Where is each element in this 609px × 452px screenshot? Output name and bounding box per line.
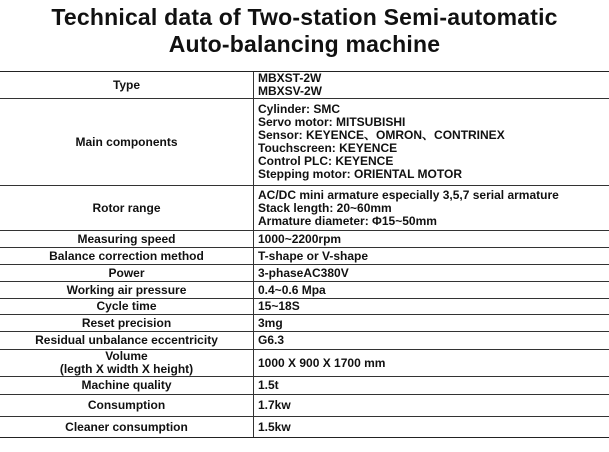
row-label — [0, 395, 254, 417]
table-row — [0, 265, 609, 282]
row-value — [254, 395, 609, 417]
row-label-line: Volume — [105, 349, 148, 363]
row-value-line: Stack length: 20~60mm — [258, 200, 392, 215]
table-row — [0, 417, 609, 438]
row-label — [0, 377, 254, 395]
row-label-line: Reset precision — [81, 315, 172, 330]
row-value-line: 3-phaseAC380V — [258, 265, 349, 280]
row-label — [0, 315, 254, 332]
row-value-line: 3mg — [258, 315, 283, 330]
row-value-line: Touchscreen: KEYENCE — [258, 141, 398, 155]
row-label-line: Residual unbalance eccentricity — [35, 333, 218, 347]
table-row — [0, 72, 609, 99]
row-value — [254, 99, 609, 186]
table-row — [0, 186, 609, 231]
row-value-line: 1.5kw — [258, 419, 291, 434]
row-label-line: Type — [112, 77, 141, 92]
row-label-line: Machine quality — [81, 378, 172, 392]
row-label-line: Cleaner consumption — [65, 419, 188, 434]
row-value-line: Servo motor: MITSUBISHI — [258, 115, 406, 129]
title-line-2: Auto-balancing machine — [168, 31, 441, 57]
row-value — [254, 315, 609, 332]
row-value — [254, 265, 609, 282]
row-value-line: 1000 X 900 X 1700 mm — [258, 355, 386, 370]
row-label-line: (legth X width X height) — [59, 362, 194, 376]
row-value-line: Sensor: KEYENCE、OMRON、CONTRINEX — [258, 128, 505, 142]
row-value — [254, 377, 609, 395]
row-value-line: Stepping motor: ORIENTAL MOTOR — [258, 167, 462, 181]
row-label-line: Balance correction method — [49, 248, 204, 263]
row-value — [254, 299, 609, 315]
row-value-line: T-shape or V-shape — [258, 248, 369, 263]
table-row — [0, 231, 609, 248]
row-label — [0, 350, 254, 377]
table-row — [0, 248, 609, 265]
row-label-line: Rotor range — [92, 200, 161, 215]
row-label — [0, 72, 254, 99]
row-value-line: MBXSV-2W — [258, 84, 323, 98]
row-label-line: Main components — [75, 134, 178, 149]
row-value — [254, 282, 609, 299]
table-row — [0, 99, 609, 186]
row-label — [0, 99, 254, 186]
row-label — [0, 417, 254, 438]
table-row — [0, 332, 609, 350]
page-title — [0, 4, 609, 58]
row-value — [254, 350, 609, 377]
row-label — [0, 282, 254, 299]
row-value-line: Armature diameter: Φ15~50mm — [258, 213, 437, 228]
row-value-line: Cylinder: SMC — [258, 102, 341, 116]
table-row — [0, 282, 609, 299]
table-row — [0, 315, 609, 332]
row-label-line: Measuring speed — [77, 231, 176, 246]
row-value — [254, 231, 609, 248]
row-value — [254, 417, 609, 438]
spec-table — [0, 71, 609, 438]
row-value-line: AC/DC mini armature especially 3,5,7 serial armature — [258, 187, 559, 202]
row-value-line: 15~18S — [258, 299, 300, 313]
row-label — [0, 248, 254, 265]
row-label — [0, 186, 254, 231]
table-row — [0, 377, 609, 395]
table-row — [0, 350, 609, 377]
table-row — [0, 395, 609, 417]
row-label — [0, 299, 254, 315]
spec-table-body — [0, 72, 609, 438]
row-value-line: 0.4~0.6 Mpa — [258, 282, 326, 297]
row-label — [0, 231, 254, 248]
title-line-1: Technical data of Two-station Semi-automatic — [51, 4, 558, 30]
row-label — [0, 332, 254, 350]
row-label-line: Consumption — [87, 398, 166, 412]
row-value — [254, 248, 609, 265]
row-value-line: 1.5t — [258, 378, 279, 392]
row-value-line: 1000~2200rpm — [258, 231, 342, 246]
row-value-line: G6.3 — [258, 333, 285, 347]
row-value-line: Control PLC: KEYENCE — [258, 154, 394, 168]
row-value — [254, 332, 609, 350]
row-value — [254, 72, 609, 99]
row-label-line: Working air pressure — [66, 282, 187, 297]
row-label-line: Cycle time — [96, 299, 157, 313]
row-label — [0, 265, 254, 282]
row-value-line: MBXST-2W — [258, 71, 322, 85]
row-value-line: 1.7kw — [258, 398, 291, 412]
table-row — [0, 299, 609, 315]
row-label-line: Power — [108, 265, 145, 280]
row-value — [254, 186, 609, 231]
